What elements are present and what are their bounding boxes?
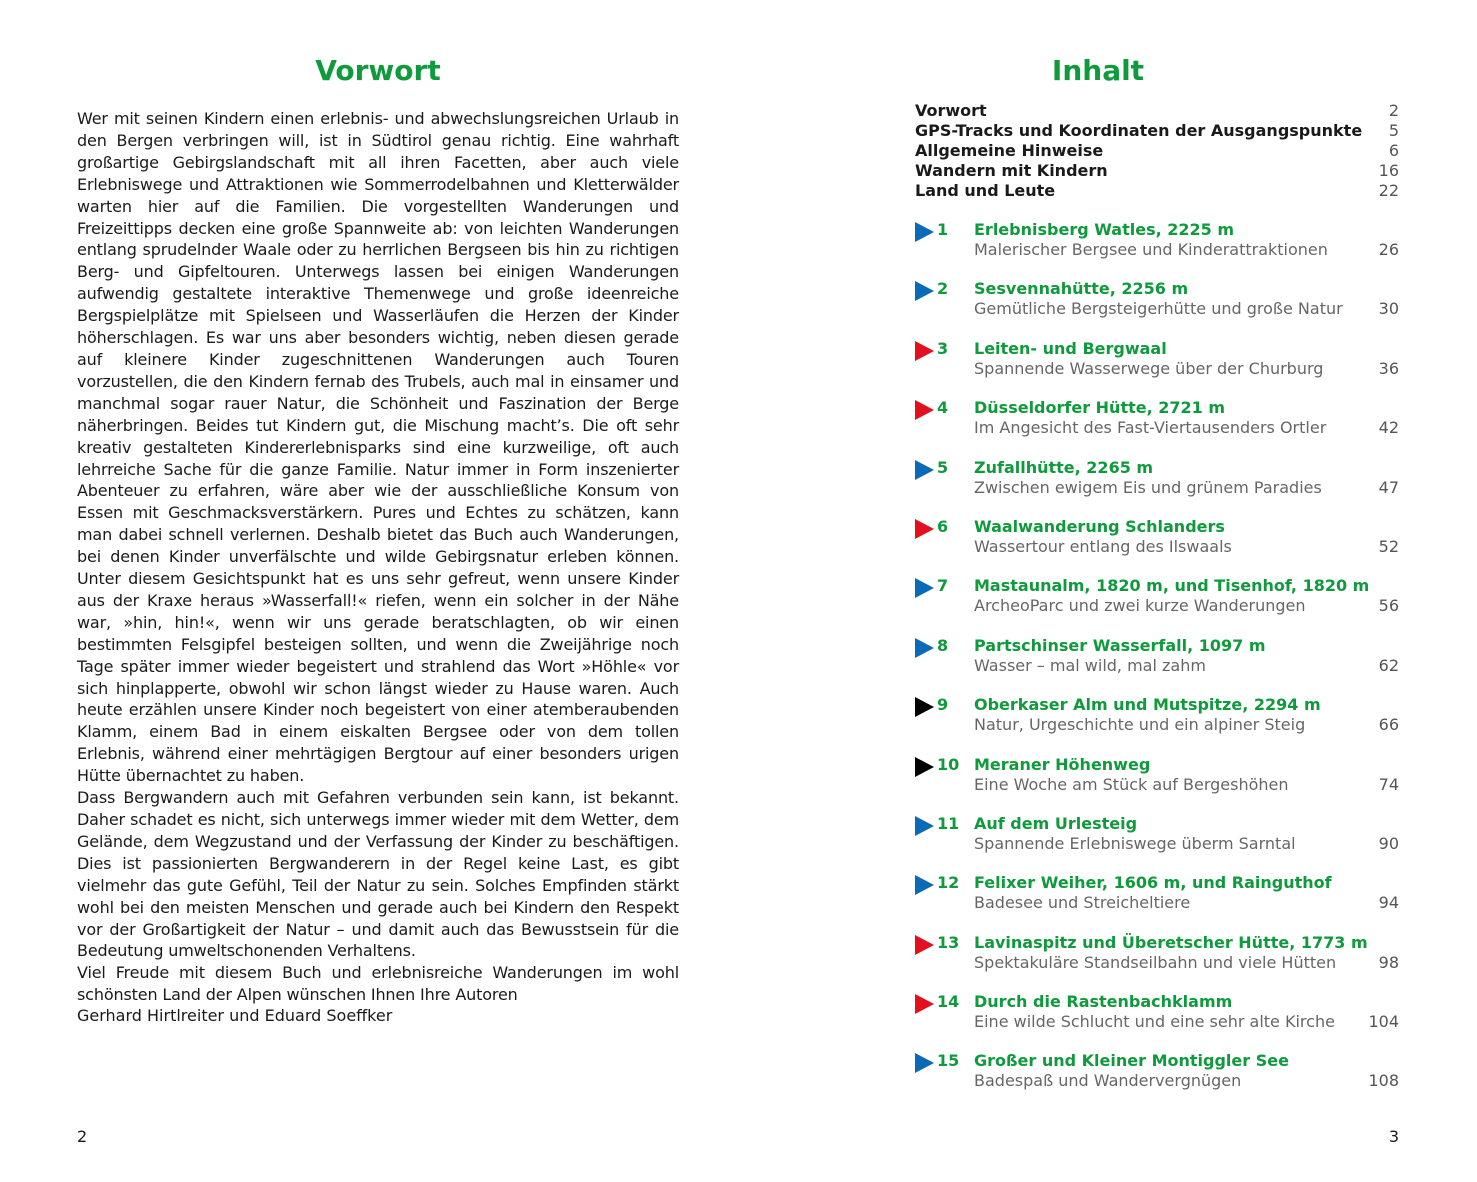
toc-entry-page: 26 [1378,240,1399,259]
toc-entry-subtitle: Badesee und Streicheltiere [974,893,1191,913]
toc-entry-page: 62 [1378,655,1399,675]
toc-entry[interactable] [915,992,1399,1051]
toc-front-matter [915,101,1399,201]
toc-entry-subtitle: Malerischer Bergsee und Kinderattraktionen [974,240,1328,259]
toc-entry[interactable] [915,220,1399,279]
toc-front-row[interactable] [915,121,1399,141]
foreword-paragraph: Wer mit seinen Kindern einen erlebnis- und abwechslungsreichen Urlaub in den Bergen verbringen will, ist in Südtirol genau richtig. Eine wahrhaft großartige Gebirgslandschaft mit all ihren Facetten, aber auch viele Erlebniswege und Attraktionen wie Sommerrodelbahnen und Kletterwälder warten hier auf die Familien. Die vorgestellten Wanderungen und Freizeittipps decken eine große Spannweite ab: von leichten Wanderungen entlang sprudelnder Waale oder zu herrlichen Bergseen bis hin zu richtigen Berg- und Gipfeltouren. Unterwegs lassen bei einigen Wanderungen aufwendig gestaltete interaktive Themenwege und große ideenreiche Bergspielplätze mit Spielseen und Wasserläufen die Herzen der Kinder höherschlagen. Es war uns aber besonders wichtig, neben diesen gerade auf kleinere Kinder zugeschnittenen Wanderungen auch Touren vorzustellen, die den Kindern fernab des Trubels, auch mal in einsamer und manchmal sogar rauer Natur, die Schönheit und Faszination der Berge näherbringen. Beides tut Kindern gut, die Mischung macht’s. Die oft sehr kreativ gestalteten Kindererlebnisparks sind eine kurzweilige, oft auch lehrreiche Sache für die ganze Familie. Natur immer in Form inszenierter Abenteuer zu erfahren, wäre aber wie der ausschließliche Konsum von Essen mit Geschmacksverstärkern. Pures und Echtes zu schätzen, kann man dabei schnell verlernen. Deshalb bietet das Buch auch Wanderungen, bei denen Kinder unverfälschte und wilde Gebirgsnatur erleben können. Unter diesem Gesichtspunkt hat es uns sehr gefreut, wenn unsere Kinder aus der Kraxe heraus »Wasserfall!« riefen, wenn ein solcher in der Nähe war, »hin, hin!«, wenn wir uns gerade beratschlagten, ob wir einen bestimmten Felsgipfel besteigen sollten, und wenn die Zweijährige noch Tage später immer wieder begeistert und strahlend das Wort »Höhle« vor sich hinplapperte, obwohl wir schon längst wieder zu Hause waren. Auch heute erzählen unsere Kinder noch begeistert von einer atemberaubenden Klamm, einem Bad in einem eiskalten Bergsee oder von dem tollen Erlebnis, während einer mehrtägigen Bergtour auf einer besonders urigen Hütte übernachtet zu haben. [77,109,679,786]
page-title-vorwort: Vorwort [315,54,441,87]
toc-entry-number: 8 [937,635,949,655]
difficulty-triangle-icon [915,935,934,955]
toc-entry-page: 104 [1368,1012,1399,1032]
toc-entry[interactable] [915,636,1399,695]
toc-entry-subtitle: Spektakuläre Standseilbahn und viele Hütten [974,952,1337,972]
toc-entry-title: Partschinser Wasserfall, 1097 m [974,635,1266,655]
toc-entry-title: Düsseldorfer Hütte, 2721 m [974,398,1226,418]
toc-entry-number: 5 [937,457,949,477]
toc-entry[interactable] [915,873,1399,932]
toc-entry-subtitle: Wassertour entlang des Ilswaals [974,536,1232,556]
toc-entry-page: 108 [1368,1071,1399,1091]
toc-entry-number: 2 [937,279,949,299]
toc-entry-page: 36 [1378,358,1399,378]
toc-entry-title: Lavinaspitz und Überetscher Hütte, 1773 m [974,932,1368,952]
toc-entry-title: Oberkaser Alm und Mutspitze, 2294 m [974,695,1321,715]
toc-entry-page: 30 [1378,299,1399,319]
toc-entry-subtitle: Spannende Wasserwege über der Churburg [974,358,1324,378]
toc-entry-number: 11 [937,813,960,833]
difficulty-triangle-icon [915,281,934,301]
page-title-inhalt: Inhalt [1051,54,1145,87]
toc-entry-subtitle: Badespaß und Wandervergnügen [974,1071,1242,1091]
foreword-text [77,108,679,1006]
toc-tour-list [915,220,1399,1111]
toc-front-row[interactable] [915,141,1399,161]
toc-entry-title: Erlebnisberg Watles, 2225 m [974,220,1235,239]
toc-front-page: 2 [1388,101,1399,120]
toc-entry-subtitle: Im Angesicht des Fast-Viertausenders Ortler [974,418,1327,438]
toc-entry-number: 15 [937,1051,960,1071]
toc-front-row[interactable] [915,161,1399,181]
toc-front-title: Allgemeine Hinweise [915,141,1104,160]
toc-entry-number: 1 [937,220,949,239]
toc-entry[interactable] [915,814,1399,873]
toc-entry-page: 52 [1378,536,1399,556]
toc-entry-subtitle: Zwischen ewigem Eis und grünem Paradies [974,477,1322,497]
page-number-right: 3 [1388,1127,1399,1146]
page-number-left: 2 [77,1127,88,1146]
toc-entry-page: 74 [1378,774,1399,794]
toc-entry-number: 4 [937,398,949,418]
toc-entry-title: Großer und Kleiner Montiggler See [974,1051,1289,1071]
toc-entry-number: 10 [937,754,960,774]
toc-entry-number: 7 [937,576,949,596]
toc-entry-subtitle: Gemütliche Bergsteigerhütte und große Natur [974,299,1343,319]
toc-entry-subtitle: Eine Woche am Stück auf Bergeshöhen [974,774,1289,794]
difficulty-triangle-icon [915,638,934,658]
difficulty-triangle-icon [915,1053,934,1073]
toc-front-row[interactable] [915,181,1399,201]
toc-entry-title: Durch die Rastenbachklamm [974,992,1233,1012]
toc-entry-number: 6 [937,516,949,536]
toc-entry-title: Leiten- und Bergwaal [974,338,1167,358]
toc-entry-subtitle: Natur, Urgeschichte und ein alpiner Steig [974,715,1306,735]
difficulty-triangle-icon [915,519,934,539]
difficulty-triangle-icon [915,341,934,361]
toc-entry-title: Mastaunalm, 1820 m, und Tisenhof, 1820 m [974,576,1370,596]
toc-front-page: 16 [1378,161,1399,180]
toc-entry[interactable] [915,517,1399,576]
toc-entry-page: 56 [1378,596,1399,616]
toc-entry[interactable] [915,755,1399,814]
toc-entry-subtitle: Spannende Erlebniswege überm Sarntal [974,833,1296,853]
toc-entry[interactable] [915,576,1399,635]
toc-entry-page: 94 [1378,893,1399,913]
toc-front-page: 22 [1378,181,1399,200]
toc-entry-page: 42 [1378,418,1399,438]
toc-entry-title: Auf dem Urlesteig [974,813,1138,833]
toc-entry-page: 98 [1378,952,1399,972]
toc-entry-title: Felixer Weiher, 1606 m, und Rainguthof [974,873,1332,893]
author-signature: Gerhard Hirtlreiter und Eduard Soeffker [77,1006,393,1025]
toc-front-page: 5 [1388,121,1399,140]
foreword-paragraph: Dass Bergwandern auch mit Gefahren verbunden sein kann, ist bekannt. Daher schadet es nicht, sich unterwegs immer wieder mit dem Wetter, dem Gelände, dem Wegzustand und der Verfassung der Kinder zu beschäftigen. Dies ist passionierten Bergwanderern in der Regel keine Last, es gibt vielmehr das gute Gefühl, Teil der Natur zu sein. Solches Empfinden stärkt wohl bei den meisten Menschen und gerade auch bei Kindern den Respekt vor der Großartigkeit der Natur – und damit auch das Bewusstsein für die Bedeutung umweltschonenden Verhaltens. [77,788,679,961]
toc-front-title: Land und Leute [915,181,1056,200]
difficulty-triangle-icon [915,994,934,1014]
toc-entry-number: 12 [937,873,960,893]
toc-entry[interactable] [915,339,1399,398]
toc-front-title: Wandern mit Kindern [915,161,1108,180]
toc-entry[interactable] [915,1051,1399,1110]
toc-front-row[interactable] [915,101,1399,121]
toc-front-title: GPS-Tracks und Koordinaten der Ausgangspunkte [915,121,1363,140]
toc-entry-page: 66 [1378,715,1399,735]
toc-entry-number: 14 [937,992,960,1012]
toc-entry-number: 13 [937,932,960,952]
toc-entry-page: 90 [1378,833,1399,853]
foreword-paragraph: Viel Freude mit diesem Buch und erlebnisreiche Wanderungen im wohl schönsten Land der Alpen wünschen Ihnen Ihre Autoren [77,963,679,1005]
toc-entry[interactable] [915,695,1399,754]
toc-entry-title: Meraner Höhenweg [974,754,1151,774]
difficulty-triangle-icon [915,697,934,717]
difficulty-triangle-icon [915,578,934,598]
toc-entry-title: Zufallhütte, 2265 m [974,457,1154,477]
difficulty-triangle-icon [915,222,934,242]
toc-entry[interactable] [915,458,1399,517]
toc-front-title: Vorwort [915,101,987,120]
toc-entry-number: 3 [937,338,949,358]
difficulty-triangle-icon [915,757,934,777]
difficulty-triangle-icon [915,875,934,895]
toc-entry-number: 9 [937,695,949,715]
difficulty-triangle-icon [915,460,934,480]
toc-entry[interactable] [915,933,1399,992]
toc-front-page: 6 [1388,141,1399,160]
difficulty-triangle-icon [915,816,934,836]
toc-entry[interactable] [915,398,1399,457]
difficulty-triangle-icon [915,400,934,420]
right-page [740,0,1477,1182]
toc-entry-subtitle: Wasser – mal wild, mal zahm [974,655,1206,675]
toc-entry-page: 47 [1378,477,1399,497]
toc-entry-subtitle: Eine wilde Schlucht und eine sehr alte Kirche [974,1012,1335,1032]
toc-entry-subtitle: ArcheoParc und zwei kurze Wanderungen [974,596,1306,616]
toc-entry-title: Sesvennahütte, 2256 m [974,279,1189,299]
toc-entry[interactable] [915,279,1399,338]
toc-entry-title: Waalwanderung Schlanders [974,516,1225,536]
